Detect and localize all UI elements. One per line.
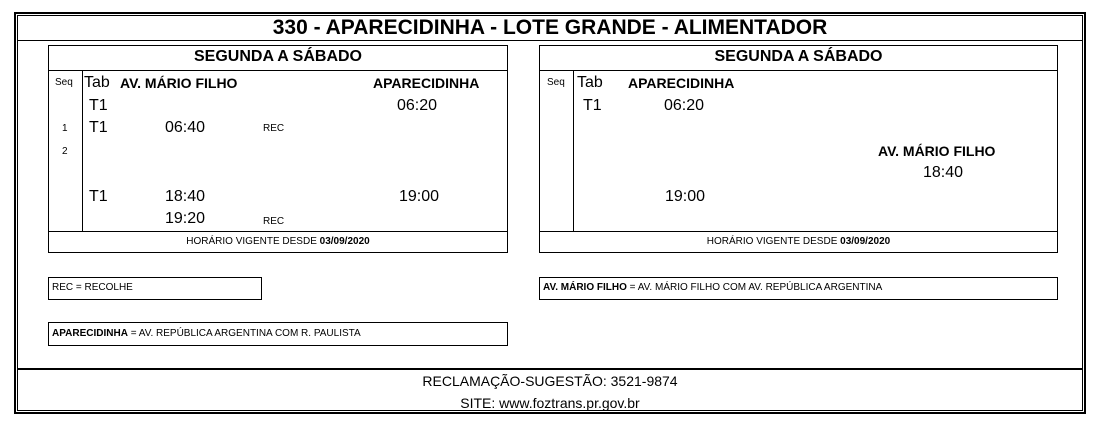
contact-divider [17, 368, 1083, 370]
right-row1-tab: T1 [583, 97, 602, 114]
right-col-aparecidinha: APARECIDINHA [628, 75, 735, 91]
left-row5-rec: REC [263, 216, 285, 227]
left-row4-av-mario: 18:40 [165, 188, 206, 205]
left-col-seq: Seq [55, 77, 73, 88]
legend-av-mario [539, 277, 1058, 300]
right-seq-divider [573, 70, 574, 231]
route-title: 330 - APARECIDINHA - LOTE GRANDE - ALIMENTADOR [272, 16, 828, 39]
left-col-aparecidinha: APARECIDINHA [373, 75, 480, 91]
right-row2-time: 19:00 [665, 188, 706, 205]
right-col-seq: Seq [547, 77, 565, 88]
left-row1-tab: T1 [89, 97, 108, 114]
left-panel-footer [48, 236, 508, 247]
contact-site: SITE: www.foztrans.pr.gov.br [460, 395, 640, 411]
left-row3-seq: 2 [62, 146, 68, 157]
right-row1-time: 06:20 [664, 97, 705, 114]
left-col-tab: Tab [84, 74, 110, 91]
left-seq-divider [82, 70, 83, 231]
legend-aparecidinha-key: APARECIDINHA [52, 328, 128, 339]
right-panel-footer [539, 236, 1058, 247]
title-divider [17, 40, 1083, 41]
right-footer-date: 03/09/2020 [840, 236, 891, 247]
legend-av-mario-text: = AV. MÁRIO FILHO COM AV. REPÚBLICA ARGENTINA [626, 282, 883, 293]
legend-rec: REC = RECOLHE [48, 277, 262, 300]
legend-av-mario-key: AV. MÁRIO FILHO [543, 282, 627, 293]
left-row2-seq: 1 [62, 123, 68, 134]
right-av-mario-time: 18:40 [923, 164, 964, 181]
left-row2-tab: T1 [89, 119, 108, 136]
legend-aparecidinha-text: = AV. REPÚBLICA ARGENTINA COM R. PAULISTA [127, 328, 361, 339]
left-row2-av-mario: 06:40 [165, 119, 206, 136]
left-row4-aparecidinha: 19:00 [399, 188, 440, 205]
left-row5-av-mario: 19:20 [165, 210, 206, 227]
contact-phone: RECLAMAÇÃO-SUGESTÃO: 3521-9874 [422, 373, 678, 389]
left-row2-rec: REC [263, 123, 285, 134]
left-col-av-mario: AV. MÁRIO FILHO [120, 75, 238, 91]
left-footer-date: 03/09/2020 [319, 236, 370, 247]
right-col-av-mario: AV. MÁRIO FILHO [878, 143, 996, 159]
left-row4-tab: T1 [89, 188, 108, 205]
left-footer-divider [48, 231, 508, 232]
right-footer-divider [539, 231, 1058, 232]
left-footer-prefix: HORÁRIO VIGENTE DESDE [186, 236, 320, 247]
right-col-tab: Tab [577, 74, 603, 91]
right-panel-heading: SEGUNDA A SÁBADO [714, 48, 883, 65]
left-row1-aparecidinha: 06:20 [397, 97, 438, 114]
left-heading-divider [48, 70, 508, 71]
legend-aparecidinha [48, 322, 508, 346]
left-panel-heading: SEGUNDA A SÁBADO [193, 48, 362, 65]
right-footer-prefix: HORÁRIO VIGENTE DESDE [706, 236, 841, 247]
right-heading-divider [539, 70, 1058, 71]
